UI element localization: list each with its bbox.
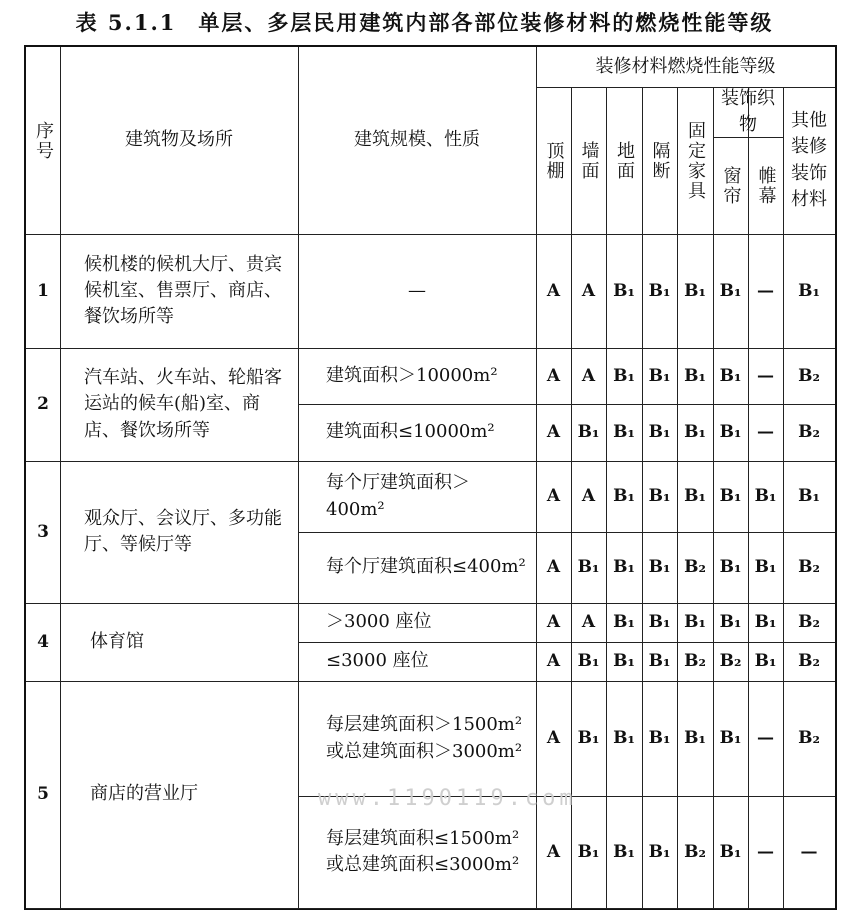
row-scale: 每层建筑面积＞1500m²或总建筑面积＞3000m² (326, 714, 523, 762)
grade-cell: B₁ (684, 728, 706, 749)
grade-cell: B₂ (798, 422, 820, 443)
grade-cell: A (546, 422, 561, 443)
grade-cell: B₁ (798, 280, 820, 301)
grade-cell: A (581, 486, 596, 507)
grade-cell: B₁ (719, 365, 742, 386)
header-drape: 帷幕 (755, 165, 777, 206)
row-seq: 4 (37, 631, 49, 652)
header-partition: 隔断 (649, 140, 671, 181)
grade-cell: A (546, 728, 561, 749)
grade-cell: A (546, 612, 561, 633)
grade-cell: — (757, 280, 774, 301)
grade-cell: — (757, 841, 774, 862)
grade-cell: B₁ (577, 841, 600, 862)
grade-cell: B₁ (613, 486, 635, 507)
header-wall: 墙面 (578, 140, 600, 181)
grade-cell: B₁ (684, 612, 706, 633)
row-scale: 每个厅建筑面积≤400m² (326, 556, 526, 578)
row-scale: 每层建筑面积≤1500m²或总建筑面积≤3000m² (326, 827, 520, 875)
row-scale: 建筑面积＞10000m² (326, 364, 498, 386)
row-place: 商店的营业厅 (90, 783, 198, 805)
grade-cell: A (581, 612, 596, 633)
row-place: 体育馆 (90, 630, 144, 652)
grade-cell: B₁ (648, 365, 671, 386)
grade-cell: B₁ (648, 486, 671, 507)
grade-cell: — (757, 365, 774, 386)
grade-cell: B₁ (613, 557, 635, 578)
grade-cell: B₁ (648, 612, 671, 633)
grade-cell: B₁ (613, 651, 635, 672)
table-number: 表 5.1.1 (75, 10, 177, 35)
header-furniture: 固定家具 (685, 120, 707, 201)
grade-cell: A (546, 557, 561, 578)
grade-cell: B₁ (684, 422, 706, 443)
grade-cell: B₁ (648, 557, 671, 578)
fire-rating-table (24, 45, 837, 910)
grade-cell: B₁ (719, 728, 742, 749)
grade-cell: B₁ (613, 365, 635, 386)
header-floor: 地面 (614, 140, 636, 181)
grade-cell: B₁ (719, 422, 742, 443)
header-curtain: 窗帘 (720, 165, 742, 206)
grade-cell: A (546, 280, 561, 301)
grade-cell: B₁ (684, 365, 706, 386)
grade-cell: B₂ (798, 651, 820, 672)
grade-cell: B₁ (613, 841, 635, 862)
grade-cell: — (757, 728, 774, 749)
row-place: 候机楼的候机大厅、贵宾候机室、售票厅、商店、餐饮场所等 (84, 253, 282, 328)
grade-cell: B₂ (684, 557, 706, 578)
row-scale: ＞3000 座位 (326, 611, 432, 633)
table-caption: 单层、多层民用建筑内部各部位装修材料的燃烧性能等级 (198, 10, 774, 35)
grade-cell: B₁ (648, 841, 671, 862)
row-seq: 5 (37, 784, 49, 805)
grade-cell: B₁ (613, 422, 635, 443)
grade-cell: B₁ (719, 486, 742, 507)
grade-cell: A (546, 365, 561, 386)
header-seq: 序号 (33, 120, 55, 161)
row-seq: 1 (37, 280, 49, 301)
grade-cell: B₁ (754, 486, 777, 507)
header-other: 其他装修装饰材料 (791, 110, 827, 210)
row-seq: 3 (37, 521, 49, 542)
grade-cell: B₁ (648, 280, 671, 301)
table-title (0, 0, 849, 44)
grade-cell: B₂ (798, 365, 820, 386)
header-ceiling: 顶棚 (543, 140, 565, 181)
grade-cell: B₁ (577, 728, 600, 749)
grade-cell: B₁ (577, 557, 600, 578)
grade-cell: B₂ (798, 557, 820, 578)
table-rule (26, 908, 835, 909)
grade-cell: B₁ (577, 422, 600, 443)
grade-cell: A (581, 365, 596, 386)
row-scale: ≤3000 座位 (326, 650, 429, 672)
grade-cell: A (546, 486, 561, 507)
grade-cell: B₁ (613, 728, 635, 749)
grade-cell: B₁ (648, 651, 671, 672)
grade-cell: A (546, 841, 561, 862)
watermark: www.1190119.com (318, 786, 577, 811)
grade-cell: B₁ (613, 280, 635, 301)
header-grade-group: 装修材料燃烧性能等级 (595, 55, 776, 77)
row-place: 汽车站、火车站、轮船客运站的候车(船)室、商店、餐饮场所等 (84, 367, 282, 441)
grade-cell: A (581, 280, 596, 301)
grade-cell: A (546, 651, 561, 672)
row-scale: 建筑面积≤10000m² (326, 421, 495, 443)
grade-cell: B₂ (684, 651, 706, 672)
grade-cell: B₁ (684, 486, 706, 507)
row-scale: — (408, 279, 426, 301)
grade-cell: B₁ (684, 280, 706, 301)
grade-cell: B₁ (577, 651, 600, 672)
grade-cell: B₁ (719, 280, 742, 301)
row-scale: 每个厅建筑面积＞400m² (326, 472, 470, 520)
grade-cell: B₁ (754, 557, 777, 578)
grade-cell: B₁ (648, 728, 671, 749)
header-scale: 建筑规模、性质 (354, 129, 480, 151)
grade-cell: — (757, 422, 774, 443)
grade-cell: B₂ (798, 728, 820, 749)
grade-cell: B₁ (613, 612, 635, 633)
grade-cell: — (800, 841, 818, 862)
grade-cell: B₂ (719, 651, 742, 672)
header-place: 建筑物及场所 (125, 129, 233, 151)
grade-cell: B₁ (798, 486, 820, 507)
grade-cell: B₁ (754, 612, 777, 633)
row-seq: 2 (37, 394, 49, 415)
grade-cell: B₁ (648, 422, 671, 443)
grade-cell: B₁ (719, 557, 742, 578)
header-fabric: 装饰织物 (721, 87, 775, 135)
grade-cell: B₁ (719, 612, 742, 633)
grade-cell: B₂ (798, 612, 820, 633)
grade-cell: B₁ (719, 841, 742, 862)
grade-cell: B₁ (754, 651, 777, 672)
grade-cell: B₂ (684, 841, 706, 862)
row-place: 观众厅、会议厅、多功能厅、等候厅等 (84, 507, 282, 555)
